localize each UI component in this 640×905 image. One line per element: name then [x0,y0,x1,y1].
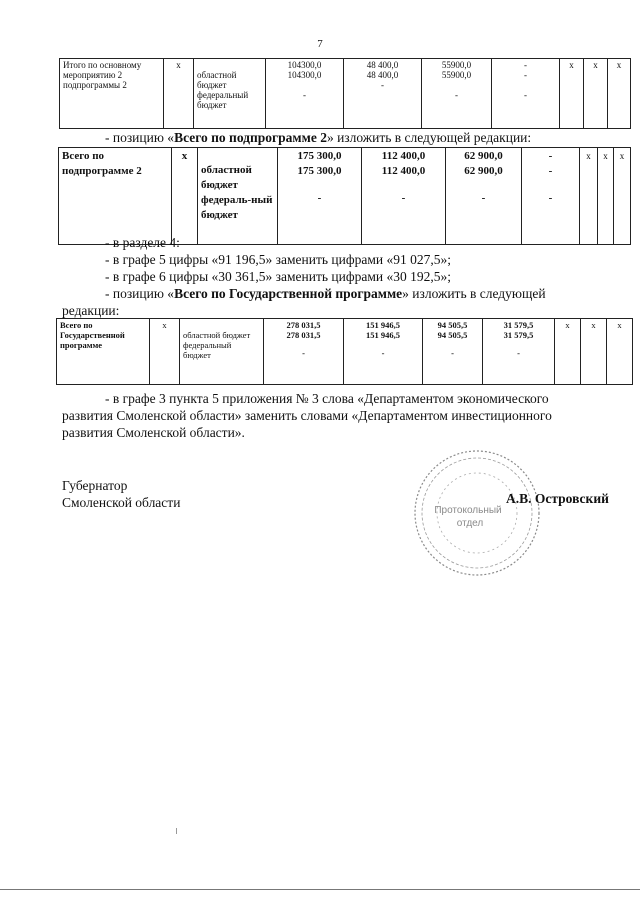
x-cell: х [555,319,581,385]
value-total: 48 400,0 [366,60,399,70]
value-regional: 31 579,5 [503,330,534,340]
line-section-4: - в разделе 4: [105,235,180,250]
stamp-text-line1: Протокольный [434,505,502,516]
x-cell: х [581,319,607,385]
value-cell [266,59,344,129]
source-federal: федеральный бюджет [197,90,249,110]
value-cell [422,59,492,129]
value-cell [483,319,555,385]
stamp-text-line2: отдел [456,518,484,529]
instruction-text: - позицию «Всего по подпрограмме 2» изложить в следующей редакции: [105,130,532,145]
value-regional: 104300,0 [287,70,322,80]
value-total: 151 946,5 [366,320,400,330]
instruction-paragraph [105,129,531,146]
value-total: 31 579,5 [503,320,534,330]
page-bottom-rule [0,889,640,890]
value-total: - [548,150,553,162]
value-cell [362,148,446,245]
value-federal: - [524,90,527,100]
source-federal: федеральный бюджет [183,340,232,360]
value-regional: 55900,0 [441,70,472,80]
x-cell: х [614,148,631,245]
x-cell: х [580,148,598,245]
value-regional: 94 505,5 [437,330,468,340]
line-column-5: - в графе 5 цифры «91 196,5» заменить цифрами «91 027,5»; [105,252,451,267]
value-cell [278,148,362,245]
x-cell: х [584,59,608,129]
value-federal: - [481,192,486,204]
source-regional: областной бюджет [197,70,237,90]
sources-cell [180,319,264,385]
row-label: Итого по основному мероприятию 2 подпрограммы 2 [60,59,164,129]
signature-title [62,477,180,511]
value-cell [423,319,483,385]
line-appendix-3-end: развития Смоленской области». [62,425,245,440]
value-regional: 175 300,0 [297,165,342,177]
value-cell [264,319,344,385]
value-regional: - [524,70,527,80]
value-federal: - [401,192,406,204]
sources-cell [198,148,278,245]
value-regional: 151 946,5 [366,330,400,340]
value-regional: - [548,165,553,177]
value-regional: 278 031,5 [286,330,321,340]
table-total-state-program [56,318,633,385]
stamp-seal [412,447,542,579]
value-federal: - [548,192,553,204]
value-federal: - [517,348,520,358]
x-cell: х [560,59,584,129]
signature-title-line2: Смоленской области [62,495,181,510]
table-total-subprogram-2 [58,147,631,245]
source-regional: областной бюджет [201,164,252,191]
page-number: 7 [317,38,323,50]
value-federal: - [302,348,305,358]
line-appendix-3-cont: развития Смоленской области» заменить словами «Департаментом инвестиционного [62,408,552,423]
value-cell [492,59,560,129]
value-federal: - [451,348,454,358]
line-edition: редакции: [62,303,120,318]
value-total: 62 900,0 [464,150,503,162]
scan-mark [176,828,177,834]
value-federal: - [381,80,384,90]
x-cell: х [150,319,180,385]
source-federal: федераль-ный бюджет [201,194,273,221]
value-total: 175 300,0 [297,150,342,162]
line-appendix-3: - в графе 3 пункта 5 приложения № 3 слова «Департаментом экономического [105,391,549,406]
value-total: - [524,60,527,70]
value-cell [522,148,580,245]
value-federal: - [303,90,306,100]
x-cell: х [608,59,631,129]
x-cell: х [598,148,614,245]
value-cell [446,148,522,245]
signature-title-line1: Губернатор [62,478,128,493]
value-federal: - [317,192,322,204]
line-column-6: - в графе 6 цифры «30 361,5» заменить цифрами «30 192,5»; [105,269,451,284]
x-cell: х [164,59,194,129]
value-total: 278 031,5 [286,320,321,330]
value-total: 55900,0 [441,60,472,70]
row-label: Всего по подпрограмме 2 [59,148,172,245]
value-total: 94 505,5 [437,320,468,330]
row-label: Всего по Государственной программе [57,319,150,385]
value-cell [344,319,423,385]
value-total: 112 400,0 [381,150,426,162]
value-regional: 62 900,0 [464,165,503,177]
line-total-program: - позицию «Всего по Государственной программе» изложить в следующей [105,286,546,301]
sources-cell [194,59,266,129]
x-cell: х [607,319,633,385]
x-cell: х [172,148,198,245]
value-regional: 48 400,0 [366,70,399,80]
value-total: 104300,0 [287,60,322,70]
table-total-measure-2 [59,58,631,129]
source-regional: областной бюджет [183,330,251,340]
signature-name: А.В. Островский [506,491,609,506]
value-federal: - [455,90,458,100]
value-cell [344,59,422,129]
value-regional: 112 400,0 [381,165,426,177]
value-federal: - [381,348,385,358]
